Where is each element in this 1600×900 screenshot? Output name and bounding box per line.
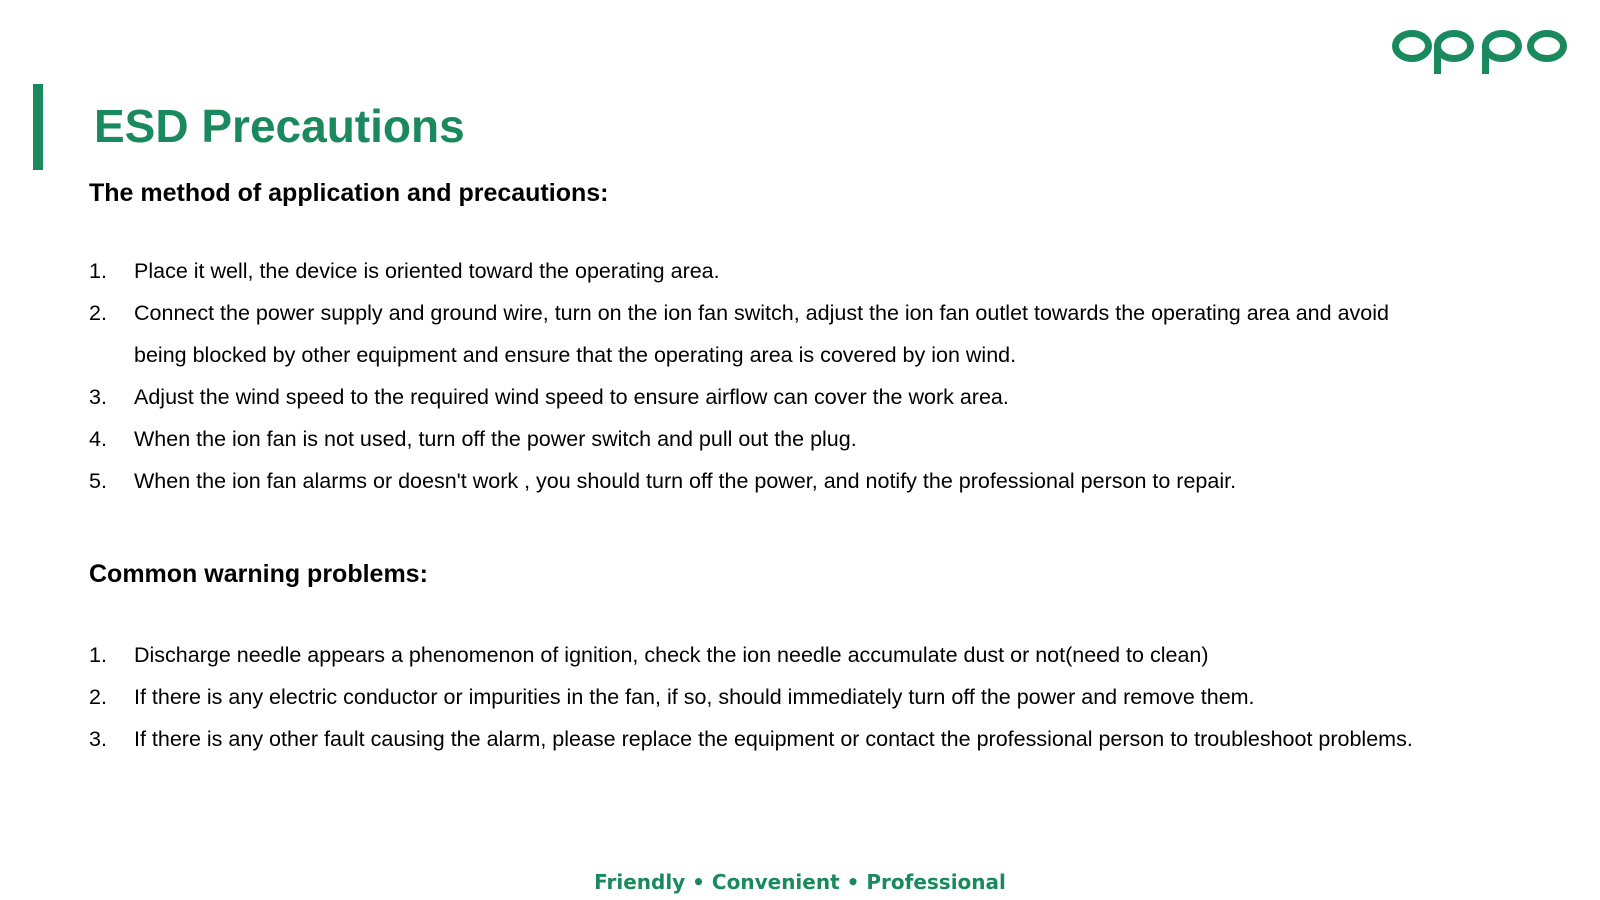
- title-accent-bar: [33, 84, 43, 170]
- warning-item-3: [89, 718, 1569, 760]
- method-item-1: [89, 250, 1569, 292]
- list-item-text: If there is any electric conductor or impurities in the fan, if so, should immediately turn off the power and remove them.: [134, 685, 1255, 709]
- list-number: 1.: [89, 643, 107, 667]
- list-item-text: Connect the power supply and ground wire, turn on the ion fan switch, adjust the ion fan outlet towards the operating area and avoid: [134, 301, 1389, 325]
- list-item-text: Adjust the wind speed to the required wind speed to ensure airflow can cover the work area.: [134, 385, 1009, 409]
- list-item-text: When the ion fan alarms or doesn't work , you should turn off the power, and notify the professional person to repair.: [134, 469, 1237, 493]
- list-item-text: Discharge needle appears a phenomenon of ignition, check the ion needle accumulate dust or not(need to clean): [134, 643, 1209, 667]
- list-number: 1.: [89, 259, 107, 283]
- list-number: 3.: [89, 727, 107, 751]
- list-number: 3.: [89, 385, 107, 409]
- section-heading-warnings: Common warning problems:: [89, 560, 428, 588]
- method-item-4: [89, 418, 1569, 460]
- list-number: 2.: [89, 301, 107, 325]
- list-item-text: If there is any other fault causing the alarm, please replace the equipment or contact the professional person to troubleshoot problems.: [134, 727, 1413, 751]
- warning-item-2: [89, 676, 1569, 718]
- list-number: 4.: [89, 427, 107, 451]
- method-item-2: [89, 292, 1569, 376]
- warning-list: [89, 634, 1569, 760]
- method-item-5: [89, 460, 1569, 502]
- list-item-text: When the ion fan is not used, turn off the power switch and pull out the plug.: [134, 427, 857, 451]
- list-number: 5.: [89, 469, 107, 493]
- list-item-text: Place it well, the device is oriented toward the operating area.: [134, 259, 720, 283]
- section-heading-method: The method of application and precautions:: [89, 179, 609, 207]
- list-number: 2.: [89, 685, 107, 709]
- oppo-logo: [1392, 22, 1570, 78]
- method-list: [89, 250, 1569, 502]
- method-item-3: [89, 376, 1569, 418]
- warning-item-1: [89, 634, 1569, 676]
- page-title: ESD Precautions: [94, 100, 465, 152]
- footer-tagline: Friendly • Convenient • Professional: [594, 870, 1006, 894]
- list-item-text: being blocked by other equipment and ensure that the operating area is covered by ion wind.: [134, 343, 1017, 367]
